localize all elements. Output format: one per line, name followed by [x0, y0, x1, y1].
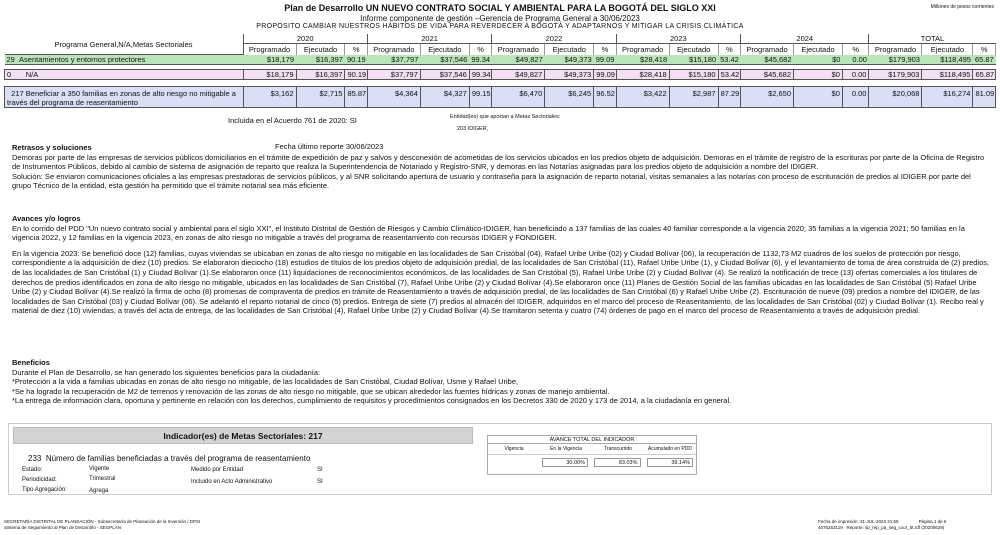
beneficio-item: *Protección a la vida a familias ubicadas en zonas de alto riesgo no mitigable, de las localidades de San Cristóbal, Ciudad Bolívar, Usme y Rafael Uribe,: [12, 377, 519, 387]
col-pct: %: [594, 44, 616, 55]
col-programado: Programado: [869, 44, 922, 55]
col-programado: Programado: [741, 44, 794, 55]
table-cell: 0.00: [842, 87, 869, 108]
retrasos-section: [12, 143, 992, 191]
table-cell: $0: [794, 87, 843, 108]
estado-label: Estado:: [22, 467, 43, 473]
year-header: 2023: [616, 34, 740, 44]
table-cell: $118,495: [922, 55, 973, 65]
beneficio-item: *La entrega de información clara, oportuna y pertinente en relación con los derechos, cumplimiento de requisitos y procedimientos consignados en los Decretos 330 de 2020 y 173 de 2014, a la ciudadanía en general.: [12, 396, 732, 406]
table-cell: 96.52: [594, 87, 616, 108]
table-cell: $3,162: [243, 87, 296, 108]
footer-report: Reporte: sp_rep_pa_seg_coor_bt.rdf (20200629): [846, 525, 945, 530]
year-header: 2020: [243, 34, 367, 44]
footer-right: [818, 519, 946, 531]
avance-value: 39.14%: [647, 458, 694, 467]
fecha-ultimo-reporte: Fecha último reporte 30/06/2023: [275, 142, 384, 151]
tipo-agregacion-value: Agrega: [89, 488, 109, 494]
year-header: 2022: [492, 34, 616, 44]
avances-p1: En lo corrido del PDD "Un nuevo contrato social y ambiental para el siglo XXI", el Instituto Distrital de Gestión de Riesgos y Cambio Climático-IDIGER, han beneficiado a 137 familias de las cuales 40 familiar corresponde a la vigencia 2020; 35 familias a la vigencia 2021; 50 familias en la vigencia 2022, y 12 familias en la vigencia 2023, en zonas de alto riesgo no mitigable a través del programa de reasentamiento con recursos IDIGER y FONDIGER.: [12, 223, 965, 243]
col-pct: %: [469, 44, 491, 55]
table-cell: 90.19: [346, 54, 366, 64]
avance-title: AVANCE TOTAL DEL INDICADOR: [488, 436, 696, 444]
beneficios-intro: Durante el Plan de Desarrollo, se han generado los siguientes beneficios para la ciudadanía:: [12, 367, 321, 377]
avance-columns: [488, 444, 696, 455]
table-row-na: [5, 70, 996, 80]
footer-system: Sistema de Seguimiento al Plan de Desarrollo - SEGPLAN: [4, 525, 122, 530]
table-cell: 0.00: [842, 70, 869, 80]
table-row-meta-217: [5, 87, 996, 108]
budget-table: [4, 34, 996, 108]
table-cell: $45,682: [741, 55, 794, 65]
acuerdo-note: Incluida en el Acuerdo 761 de 2020: SI: [228, 116, 357, 125]
table-cell: 99.09: [595, 54, 615, 64]
table-cell: 99.09: [594, 70, 616, 80]
col-ejecutado: Ejecutado: [420, 44, 469, 55]
table-cell: $6,245: [545, 87, 594, 108]
table-cell: $6,470: [492, 87, 545, 108]
avance-col: Transcurrido: [604, 446, 632, 452]
col-programado: Programado: [243, 44, 296, 55]
table-cell: $20,068: [869, 87, 922, 108]
row-label: 29 Asentamientos y entornos protectores: [5, 55, 244, 65]
beneficios-title: Beneficios: [12, 358, 50, 367]
table-cell: $37,797: [367, 55, 420, 65]
table-cell: $0: [794, 55, 843, 65]
table-cell: $37,797: [367, 70, 420, 80]
table-cell: $49,373: [545, 70, 594, 80]
table-cell: $179,903: [869, 55, 922, 65]
table-cell: $2,987: [669, 87, 718, 108]
table-cell: $49,827: [492, 70, 545, 80]
table-cell: 99.34: [469, 70, 491, 80]
beneficios-section: [12, 358, 992, 406]
retrasos-title: Retrasos y soluciones: [12, 143, 92, 152]
periodicidad-label: Periodicidad:: [22, 477, 57, 483]
entidades-label: Entidad(es) que aportan a Metas Sectoriales:: [450, 114, 561, 120]
table-cell: $16,274: [922, 87, 973, 108]
estado-value: Vigente: [89, 466, 110, 472]
avance-values: [488, 458, 696, 467]
col-programado: Programado: [367, 44, 420, 55]
medido-label: Medido por Entidad: [191, 467, 244, 473]
table-cell: 85.87: [345, 87, 367, 108]
table-cell: 53.42: [718, 70, 740, 80]
avance-value: [491, 458, 536, 467]
avance-value: 30.00%: [542, 458, 589, 467]
table-cell: $18,179: [243, 70, 296, 80]
col-ejecutado: Ejecutado: [794, 44, 843, 55]
table-cell: $2,650: [741, 87, 794, 108]
table-cell: $179,903: [869, 70, 922, 80]
report-title: Plan de Desarrollo UN NUEVO CONTRATO SOCIAL Y AMBIENTAL PARA LA BOGOTÁ DEL SIGLO XXI: [284, 3, 716, 13]
avances-section: [12, 214, 992, 316]
indicator-panel: [8, 423, 992, 495]
avance-col: En la Vigencia: [550, 446, 582, 452]
footer-report-id: 4076253119: [818, 525, 843, 530]
currency-note: Millones de pesos corrientes: [930, 4, 994, 10]
avance-col: Vigencia: [504, 446, 524, 452]
table-cell: $2,715: [296, 87, 345, 108]
entidades-value: 203 IDIGER,: [457, 126, 489, 132]
col-pct: %: [718, 44, 740, 55]
table-cell: $4,364: [367, 87, 420, 108]
col-programado: Programado: [616, 44, 669, 55]
col-ejecutado: Ejecutado: [922, 44, 973, 55]
table-cell: $37,546: [420, 70, 469, 80]
col-ejecutado: Ejecutado: [545, 44, 594, 55]
label-column-header: Programa General,N/A,Metas Sectoriales: [5, 34, 244, 55]
col-pct: %: [345, 44, 367, 55]
table-cell: $49,373: [545, 55, 594, 65]
table-cell: $37,546: [420, 55, 469, 65]
tipo-agregacion-label: Tipo Agregación:: [22, 487, 67, 493]
footer-entity: SECRETARÍA DISTRITAL DE PLANEACIÓN - Subsecretaría de Planeación de la Inversión / DPSI: [4, 519, 201, 524]
incluido-label: Incluido en Acto Administrativo: [191, 479, 273, 485]
year-header: TOTAL: [869, 34, 996, 44]
table-cell: 65.87: [974, 54, 994, 64]
table-cell: $49,827: [492, 55, 545, 65]
col-programado: Programado: [492, 44, 545, 55]
col-ejecutado: Ejecutado: [669, 44, 718, 55]
avance-value: 83.03%: [594, 458, 641, 467]
year-header-row: [5, 34, 996, 44]
table-cell: 65.87: [973, 70, 996, 80]
avance-total-box: [487, 435, 697, 475]
col-ejecutado: Ejecutado: [296, 44, 345, 55]
table-cell: 99.34: [471, 54, 491, 64]
retrasos-body: Demoras por parte de las empresas de servicios públicos domiciliarios en el trámite de expedición de paz y salvos y desconexión de acometidas de los servicios ubicados en los predios objeto de adquisición. Demoras en el trámite de registro de la escrituras por parte de la Oficina de Registro de Instrumentos Públicos, debido al cambio de sistema de asignación de reparto que realiza la Superintendencia de Notariado y Registro-SNR, y demoras en las Notarías asignadas para los predios objeto de adquisición a nombre del IDIGER.: [12, 152, 985, 172]
table-cell: 53.42: [720, 54, 739, 64]
avance-col: Acumulado en PDD: [648, 446, 692, 452]
table-cell: $28,418: [616, 70, 669, 80]
report-subtitle: Informe componente de gestión –Gerencia de Programa General a 30/06/2023: [360, 14, 640, 23]
footer-left: [4, 519, 200, 531]
table-cell: 81.09: [973, 87, 996, 108]
table-cell: $15,180: [669, 55, 718, 65]
table-cell: $118,495: [922, 70, 973, 80]
report-purpose: PROPÓSITO CAMBIAR NUESTROS HÁBITOS DE VIDA PARA REVERDECER A BOGOTÁ Y ADAPTARNOS Y MITIGAR LA CRISIS CLIMÁTICA: [256, 23, 744, 30]
table-cell: $3,422: [616, 87, 669, 108]
periodicidad-value: Trimestral: [89, 476, 116, 482]
avances-title: Avances y/o logros: [12, 214, 81, 223]
col-pct: %: [973, 44, 996, 55]
avances-p2: En la vigencia 2023: Se benefició doce (12) familias, cuyas viviendas se ubicaban en zonas de alto riesgo no mitigable en las localidades de San Cristóbal (04), Rafael Uribe Uribe (02) y Ciudad Bolívar (06), la recuperación de 1132,73 M2 cuadros de los suelos de protección por riesgo, correspondiente a la adquisición de diez (10) predios. Se elaboraron dieciocho (18) estudios de títulos de los predios objeto de adquisición predial, de las localidades de San Cristóbal (11), Rafael Uribe Uribe (1), y Ciudad Bolívar (6), y el levantamiento de toma de área construida de (2) predios, de las localidades de San Cristóbal (1) y Ciudad Bolívar (1).Se elaboraron once (11) liquidaciones de reconocimientos económicos, de las localidades de San Cristóbal (5), Rafael Uribe Uribe (2) y Ciudad Bolívar (4). Se realizó la notificación de trece (13) ofertas comerciales a los titulares de derechos de predios identificados en zona de alto riesgo no mitigable, ubicados en las localidades de San Cristóbal (7), Rafael Uribe Uribe (2) y Ciudad Bolívar (4).Se elaboraron once (11) Planes de Gestión Social de las familias ubicadas en las localidades de San Cristóbal (5) Rafael Uribe Uribe (2) y Ciudad Bolívar (4).Se realizó la firma de ocho (8) promesas de compraventa de predios en trámite de Reasentamiento a través de adquisición predial, de las localidades de San Cristóbal (6) y Rafael Uribe Uribe (2). Escrituración de nueve (09) predios a nombre del IDIGER, de las localidades de San Cristóbal (03) y Ciudad Bolívar (06). Se adelantó el reparto notarial de cinco (5) predios. Entrega de siete (7) predios al almacén del IDIGER, adquiridos en el marco del proceso de Reasentamiento, de las localidades de San Cristóbal (02) y Ciudad Bolívar (1). Recibo real y material de diez (10) viviendas, a través del acta de entrega, de las localidades de San Cristóbal (4), Rafael Uribe Uribe (2) y Ciudad Bolívar (4).Se tramitaron setenta y cuatro (74) órdenes de pago en el marco del proceso de Reasentamiento a través de adquisición predial.: [12, 248, 990, 316]
table-cell: $15,180: [669, 70, 718, 80]
table-cell: 99.15: [469, 87, 491, 108]
table-cell: $45,682: [741, 70, 794, 80]
row-label: 0 N/A: [5, 70, 244, 80]
table-row-programa-29: [5, 55, 996, 65]
col-pct: %: [842, 44, 869, 55]
year-header: 2021: [367, 34, 491, 44]
medido-value: SI: [317, 467, 323, 473]
footer-page: Página 1 de 6: [918, 519, 947, 524]
table-cell: $18,179: [243, 55, 296, 65]
indicator-name: 233 Número de familias beneficiadas a través del programa de reasentamiento: [28, 454, 311, 463]
table-cell: 87.29: [718, 87, 740, 108]
table-cell: $28,418: [616, 55, 669, 65]
table-cell: 90.19: [345, 70, 367, 80]
table-cell: $0: [794, 70, 843, 80]
row-label: 217 Beneficiar a 350 familias en zonas de alto riesgo no mitigable a través del programa de reasentamiento: [5, 87, 244, 108]
table-cell: $4,327: [420, 87, 469, 108]
incluido-value: SI: [317, 479, 323, 485]
indicator-header: Indicador(es) de Metas Sectoriales: 217: [13, 427, 473, 444]
year-header: 2024: [741, 34, 869, 44]
retrasos-solution: Solución: Se enviaron comunicaciones oficiales a las empresas prestadoras de servicios públicos, y al SNR solicitando apertura de usuario y contraseña para la asignación de reparto notarial, visitas semanales a las notarías con proceso de escrituración de predios al IDIGER por parte del grupo Técnico de la entidad, esta gestión ha permitido que el trámite notarial sea más eficiente.: [12, 171, 971, 191]
table-cell: $16,397: [296, 70, 345, 80]
table-cell: 0.00: [842, 55, 869, 65]
table-cell: $16,397: [296, 55, 345, 65]
beneficio-item: *Se ha logrado la recuperación de M2 de terrenos y renovación de las zonas de alto riesgo no mitigable, que se ubican alrededor las fuentes hídricas y zonas de manejo ambiental.: [12, 386, 610, 396]
footer-print-date: Fecha de impresión: 31-JUL-2023 21:55: [818, 519, 899, 524]
